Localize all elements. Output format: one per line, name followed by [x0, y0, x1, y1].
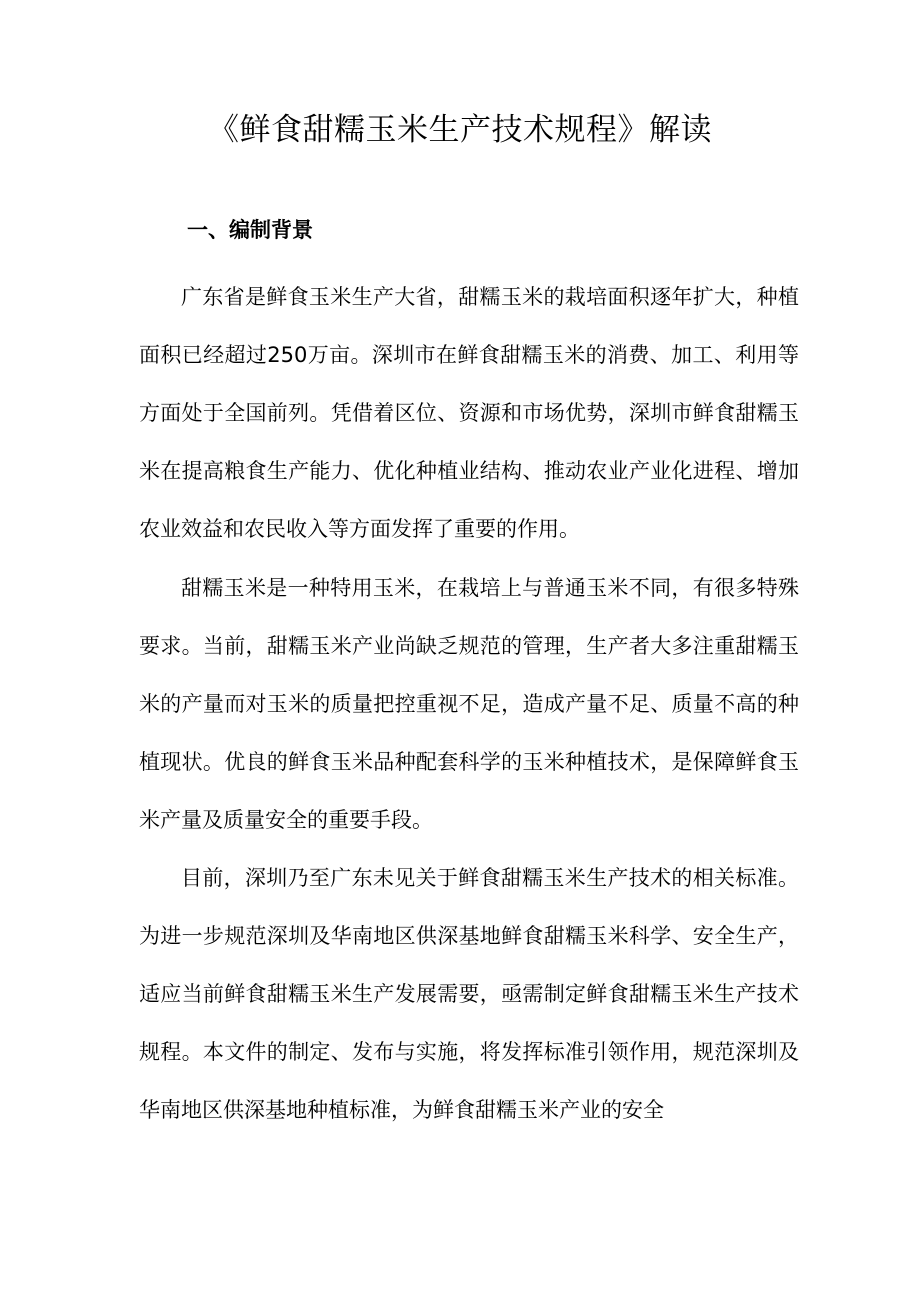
section-heading: 一、编制背景: [187, 218, 313, 242]
paragraph: 广东省是鲜食玉米生产大省，甜糯玉米的栽培面积逐年扩大，种植面积已经超过250万亩。深圳市在鲜食甜糯玉米的消费、加工、利用等方面处于全国前列。凭借着区位、资源和市场优势，深圳市鲜食甜糯玉米在提高粮食生产能力、优化种植业结构、推动农业产业化进程、增加农业效益和农民收入等方面发挥了重要的作用。: [139, 285, 799, 541]
document-title: 《鲜食甜糯玉米生产技术规程》解读: [208, 112, 712, 148]
paragraph: 目前，深圳乃至广东未见关于鲜食甜糯玉米生产技术的相关标准。为进一步规范深圳及华南地区供深基地鲜食甜糯玉米科学、安全生产，适应当前鲜食甜糯玉米生产发展需要，亟需制定鲜食甜糯玉米生产技术规程。本文件的制定、发布与实施，将发挥标准引领作用，规范深圳及华南地区供深基地种植标准，为鲜食甜糯玉米产业的安全: [139, 866, 799, 1122]
paragraph: 甜糯玉米是一种特用玉米，在栽培上与普通玉米不同，有很多特殊要求。当前，甜糯玉米产业尚缺乏规范的管理，生产者大多注重甜糯玉米的产量而对玉米的质量把控重视不足，造成产量不足、质量不高的种植现状。优良的鲜食玉米品种配套科学的玉米种植技术，是保障鲜食玉米产量及质量安全的重要手段。: [139, 576, 799, 832]
